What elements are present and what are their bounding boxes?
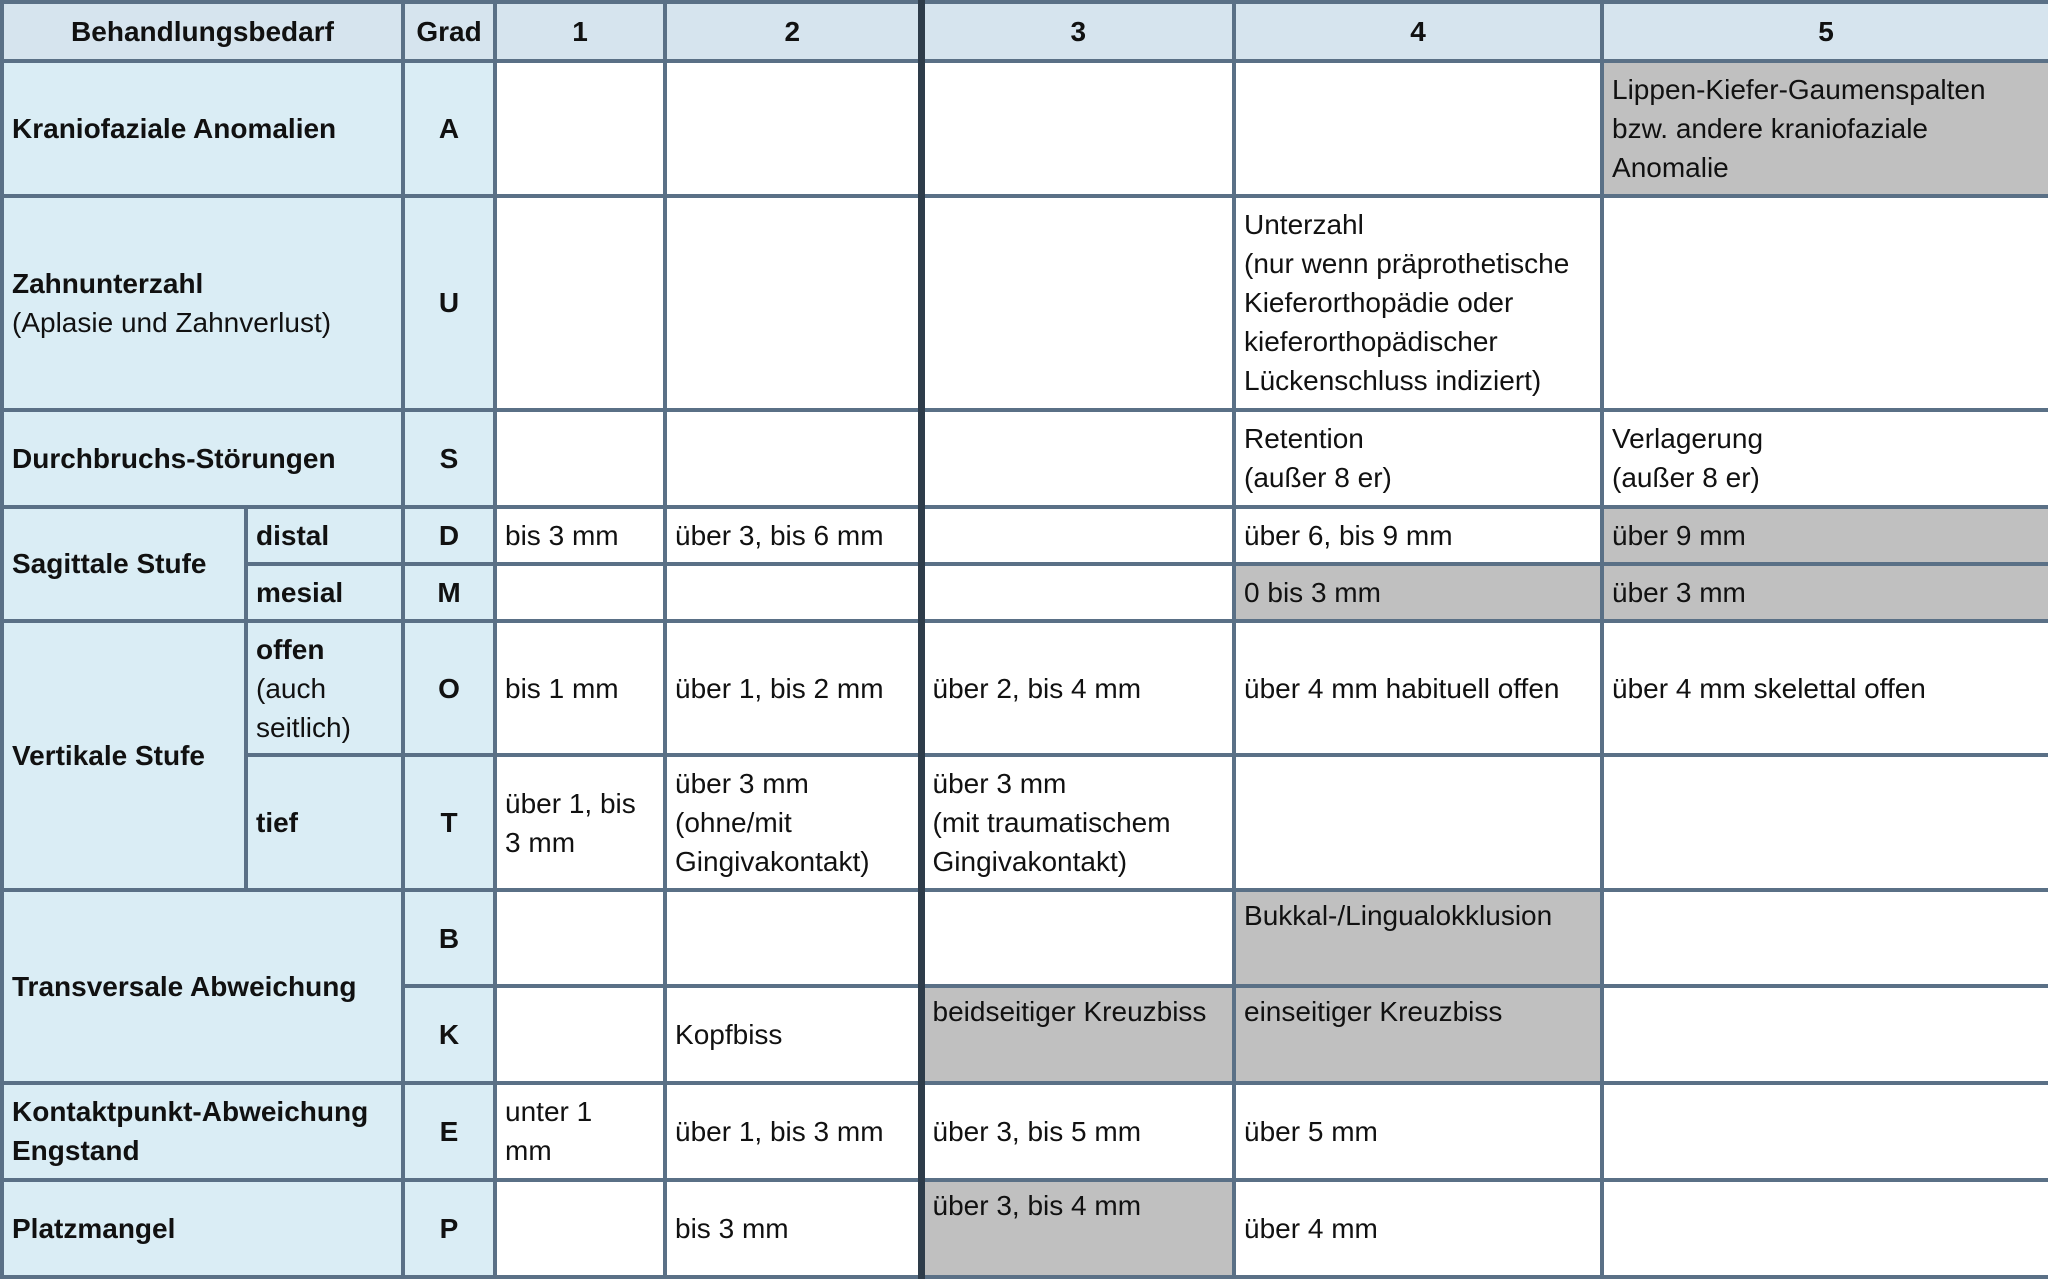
cell-a-3: [921, 61, 1234, 196]
cell-o-4: über 4 mm habituell offen: [1234, 621, 1602, 755]
cell-m-4: 0 bis 3 mm: [1234, 564, 1602, 621]
cell-t-3: über 3 mm (mit traumatischem Gingivakontakt): [921, 755, 1234, 890]
cell-b-4: Bukkal-/Lingualokklusion: [1234, 890, 1602, 986]
grade-u: U: [403, 196, 495, 409]
cell-t-2: über 3 mm (ohne/mit Gingivakontakt): [665, 755, 921, 890]
header-behandlungsbedarf: Behandlungsbedarf: [2, 2, 403, 61]
cell-s-3: [921, 410, 1234, 507]
cell-s-2: [665, 410, 921, 507]
cell-e-1: unter 1 mm: [495, 1083, 665, 1180]
grade-s: S: [403, 410, 495, 507]
cell-o-3: über 2, bis 4 mm: [921, 621, 1234, 755]
cell-o-5: über 4 mm skelettal offen: [1602, 621, 2048, 755]
row-label-vertikale-stufe: Vertikale Stufe: [2, 621, 246, 890]
cell-m-1: [495, 564, 665, 621]
header-col-4: 4: [1234, 2, 1602, 61]
cell-u-3: [921, 196, 1234, 409]
cell-u-4: Unterzahl (nur wenn präprothetische Kieferorthopädie oder kieferorthopädischer Lückenschluss indiziert): [1234, 196, 1602, 409]
sub-label-mesial: mesial: [246, 564, 403, 621]
cell-t-5: [1602, 755, 2048, 890]
table-row: [2, 196, 2048, 409]
grade-m: M: [403, 564, 495, 621]
cell-e-4: über 5 mm: [1234, 1083, 1602, 1180]
row-label-transversale-abweichung: Transversale Abweichung: [2, 890, 403, 1082]
cell-u-1: [495, 196, 665, 409]
cell-s-5: Verlagerung (außer 8 er): [1602, 410, 2048, 507]
cell-o-1: bis 1 mm: [495, 621, 665, 755]
table-row: [2, 410, 2048, 507]
table-row: [2, 1083, 2048, 1180]
cell-m-5: über 3 mm: [1602, 564, 2048, 621]
cell-u-2: [665, 196, 921, 409]
cell-a-1: [495, 61, 665, 196]
cell-d-2: über 3, bis 6 mm: [665, 507, 921, 564]
cell-b-1: [495, 890, 665, 986]
cell-d-3: [921, 507, 1234, 564]
cell-p-5: [1602, 1180, 2048, 1277]
row-label-sagittale-stufe: Sagittale Stufe: [2, 507, 246, 621]
cell-o-2: über 1, bis 2 mm: [665, 621, 921, 755]
grade-t: T: [403, 755, 495, 890]
cell-m-2: [665, 564, 921, 621]
table-row: [2, 621, 2048, 755]
header-col-3: 3: [921, 2, 1234, 61]
cell-d-1: bis 3 mm: [495, 507, 665, 564]
header-col-5: 5: [1602, 2, 2048, 61]
cell-s-4: Retention (außer 8 er): [1234, 410, 1602, 507]
cell-a-2: [665, 61, 921, 196]
cell-d-5: über 9 mm: [1602, 507, 2048, 564]
cell-d-4: über 6, bis 9 mm: [1234, 507, 1602, 564]
cell-p-2: bis 3 mm: [665, 1180, 921, 1277]
cell-k-2: Kopfbiss: [665, 986, 921, 1082]
table-row: [2, 890, 2048, 986]
table-row: [2, 564, 2048, 621]
cell-k-1: [495, 986, 665, 1082]
sub-label-distal: distal: [246, 507, 403, 564]
cell-e-2: über 1, bis 3 mm: [665, 1083, 921, 1180]
cell-p-4: über 4 mm: [1234, 1180, 1602, 1277]
cell-e-3: über 3, bis 5 mm: [921, 1083, 1234, 1180]
cell-b-5: [1602, 890, 2048, 986]
cell-t-1: über 1, bis 3 mm: [495, 755, 665, 890]
cell-b-3: [921, 890, 1234, 986]
table-row: [2, 1180, 2048, 1277]
sub-label-offen: offen (auch seitlich): [246, 621, 403, 755]
cell-m-3: [921, 564, 1234, 621]
row-label-platzmangel: Platzmangel: [2, 1180, 403, 1277]
cell-k-3: beidseitiger Kreuzbiss: [921, 986, 1234, 1082]
grade-o: O: [403, 621, 495, 755]
cell-u-5: [1602, 196, 2048, 409]
header-row: [2, 2, 2048, 61]
grade-b: B: [403, 890, 495, 986]
cell-t-4: [1234, 755, 1602, 890]
grade-k: K: [403, 986, 495, 1082]
row-label-zahnunterzahl: Zahnunterzahl (Aplasie und Zahnverlust): [2, 196, 403, 409]
row-label-durchbruchs-stoerungen: Durchbruchs-Störungen: [2, 410, 403, 507]
header-col-2: 2: [665, 2, 921, 61]
cell-k-4: einseitiger Kreuzbiss: [1234, 986, 1602, 1082]
grade-e: E: [403, 1083, 495, 1180]
grade-a: A: [403, 61, 495, 196]
cell-e-5: [1602, 1083, 2048, 1180]
table-row: [2, 61, 2048, 196]
cell-p-3: über 3, bis 4 mm: [921, 1180, 1234, 1277]
row-label-kontaktpunkt-abweichung: Kontaktpunkt-Abweichung Engstand: [2, 1083, 403, 1180]
grade-p: P: [403, 1180, 495, 1277]
cell-p-1: [495, 1180, 665, 1277]
sub-label-tief: tief: [246, 755, 403, 890]
cell-b-2: [665, 890, 921, 986]
header-grad: Grad: [403, 2, 495, 61]
cell-k-5: [1602, 986, 2048, 1082]
table-row: [2, 755, 2048, 890]
header-col-1: 1: [495, 2, 665, 61]
cell-a-4: [1234, 61, 1602, 196]
cell-s-1: [495, 410, 665, 507]
row-label-kraniofaziale-anomalien: Kraniofaziale Anomalien: [2, 61, 403, 196]
grade-d: D: [403, 507, 495, 564]
table-row: [2, 507, 2048, 564]
cell-a-5: Lippen-Kiefer-Gaumenspalten bzw. andere kraniofaziale Anomalie: [1602, 61, 2048, 196]
